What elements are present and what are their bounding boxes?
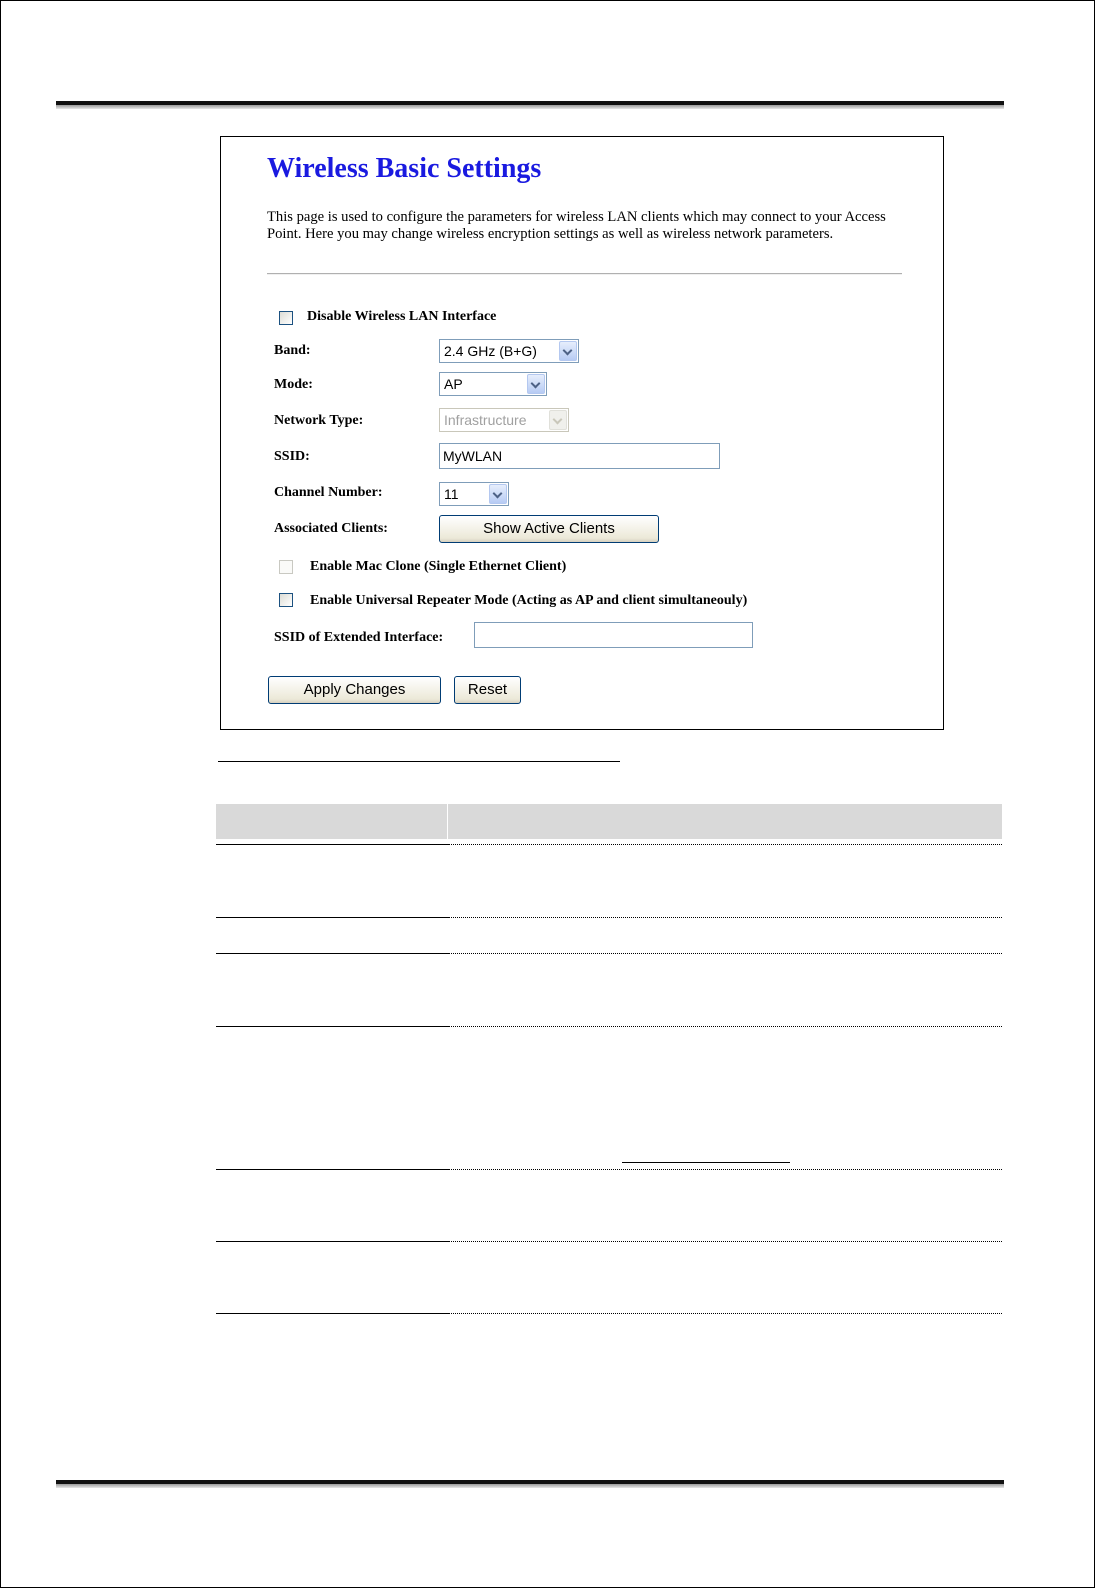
caption-underline <box>218 761 620 762</box>
band-value: 2.4 GHz (B+G) <box>444 343 537 359</box>
chevron-down-icon <box>549 410 567 430</box>
ssid-label: SSID: <box>274 449 310 464</box>
show-active-clients-button[interactable]: Show Active Clients <box>439 515 659 543</box>
band-label: Band: <box>274 343 311 358</box>
channel-select[interactable] <box>439 482 509 506</box>
wireless-basic-settings-panel <box>220 136 944 730</box>
mac-clone-label: Enable Mac Clone (Single Ethernet Client) <box>310 559 567 574</box>
network-type-label: Network Type: <box>274 413 364 428</box>
network-type-select <box>439 408 569 432</box>
disable-wlan-label: Disable Wireless LAN Interface <box>307 309 497 324</box>
channel-label: Channel Number: <box>274 485 383 500</box>
associated-clients-label: Associated Clients: <box>274 521 388 536</box>
separator <box>267 273 902 275</box>
page-description: This page is used to configure the parameters for wireless LAN clients which may connect to your Access Point. Here you may change wireless encryption settings as well as wireless network parameters. <box>267 209 886 242</box>
footer-rule-shadow <box>56 1484 1004 1488</box>
channel-value: 11 <box>444 486 459 502</box>
band-select[interactable] <box>439 339 579 363</box>
table-header-divider <box>447 804 448 839</box>
apply-changes-button[interactable]: Apply Changes <box>268 676 441 704</box>
disable-wlan-checkbox[interactable] <box>279 311 293 325</box>
universal-repeater-checkbox[interactable] <box>279 593 293 607</box>
mode-value: AP <box>444 376 463 392</box>
reset-button[interactable]: Reset <box>454 676 521 704</box>
header-rule-shadow <box>56 105 1004 109</box>
table-header <box>216 804 1002 839</box>
chevron-down-icon[interactable] <box>489 484 507 504</box>
mode-select[interactable] <box>439 372 547 396</box>
table-cell-underline <box>622 1162 790 1163</box>
universal-repeater-label: Enable Universal Repeater Mode (Acting as AP and client simultaneouly) <box>310 593 748 608</box>
mac-clone-checkbox <box>279 560 293 574</box>
network-type-value: Infrastructure <box>444 412 527 428</box>
chevron-down-icon[interactable] <box>559 341 577 361</box>
ext-ssid-label: SSID of Extended Interface: <box>274 630 444 645</box>
mode-label: Mode: <box>274 377 313 392</box>
chevron-down-icon[interactable] <box>527 374 545 394</box>
ssid-input[interactable]: MyWLAN <box>439 443 720 469</box>
page-title: Wireless Basic Settings <box>267 153 542 184</box>
ext-ssid-input[interactable] <box>474 622 753 648</box>
